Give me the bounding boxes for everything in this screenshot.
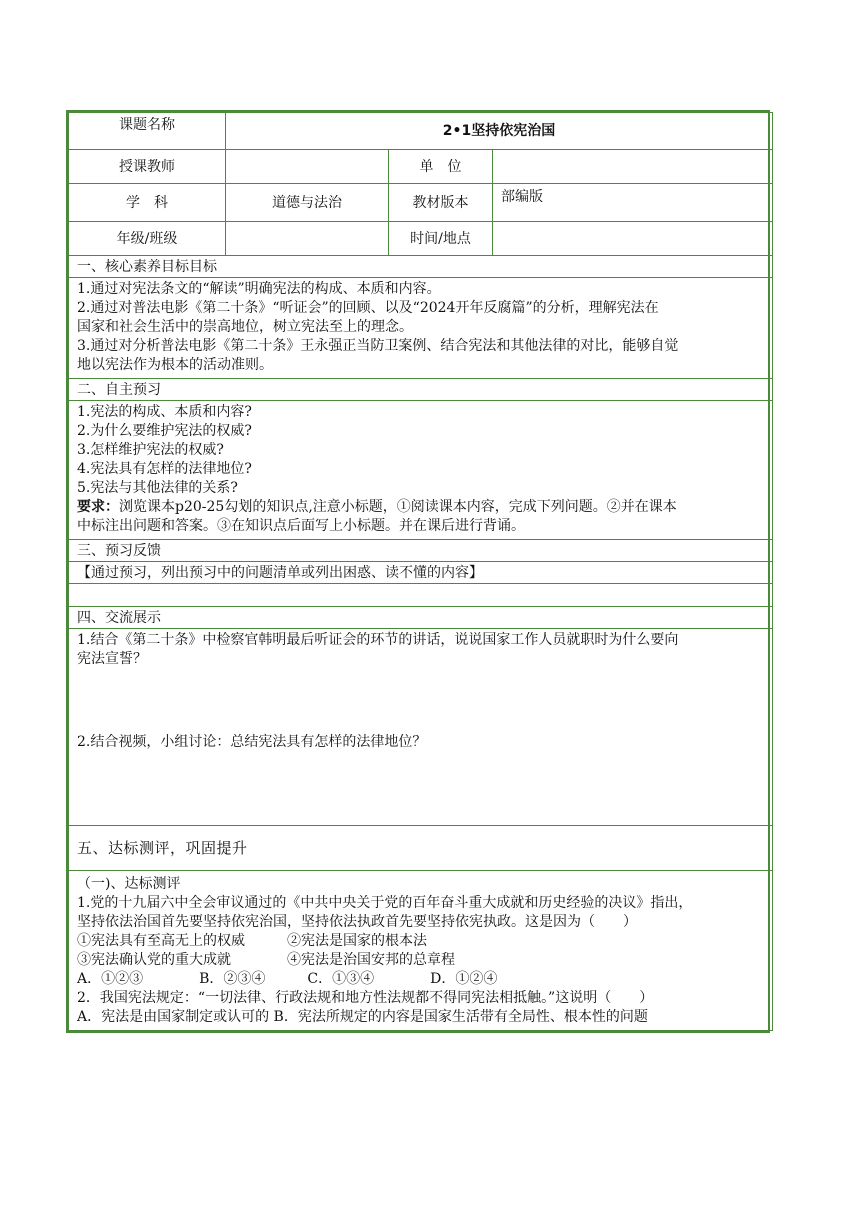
- grade-value[interactable]: [226, 222, 389, 256]
- row-grade: [69, 222, 773, 256]
- row-course: [69, 113, 773, 150]
- test-line: ③宪法确认党的重大成就 ④宪法是治国安邦的总章程: [77, 952, 455, 968]
- section4-title: 四、交流展示: [69, 607, 773, 629]
- section1-title: 一、核心素养目标目标: [69, 256, 773, 278]
- course-title: 2•1坚持依宪治国: [226, 113, 773, 150]
- answer-space-1[interactable]: [77, 669, 764, 733]
- time-label: 时间/地点: [389, 222, 493, 256]
- section5-body: [69, 871, 773, 1031]
- requirement-label: 要求：: [77, 499, 119, 515]
- row-teacher: [69, 150, 773, 184]
- objective-line: 国家和社会生活中的崇高地位，树立宪法至上的理念。: [77, 319, 413, 335]
- test-line: A．①②③ B．②③④ C．①③④ D．①②④: [77, 971, 498, 987]
- course-label: 课题名称: [69, 113, 226, 150]
- section3-note: 【通过预习，列出预习中的问题清单或列出困惑、读不懂的内容】: [69, 562, 773, 584]
- discussion-question-1: 1.结合《第二十条》中检察官韩明最后听证会的环节的讲话，说说国家工作人员就职时为什么要向: [77, 632, 679, 648]
- time-value[interactable]: [493, 222, 773, 256]
- section2-body: [69, 401, 773, 540]
- row-subject: [69, 184, 773, 222]
- objective-line: 3.通过对分析普法电影《第二十条》王永强正当防卫案例、结合宪法和其他法律的对比，能够自觉: [77, 338, 679, 354]
- teacher-label: 授课教师: [69, 150, 226, 184]
- section1-body: [69, 278, 773, 379]
- test-subtitle: （一)、达标测评: [77, 876, 181, 892]
- objective-line: 1.通过对宪法条文的“解读”明确宪法的构成、本质和内容。: [77, 281, 441, 297]
- section4-body: [69, 629, 773, 826]
- section3-title: 三、预习反馈: [69, 540, 773, 562]
- preview-question: 1.宪法的构成、本质和内容?: [77, 404, 252, 420]
- subject-label: 学 科: [69, 184, 226, 222]
- preview-question: 5.宪法与其他法律的关系?: [77, 480, 238, 496]
- test-line: 坚持依法治国首先要坚持依宪治国，坚持依法执政首先要坚持依宪执政。这是因为（ ）: [77, 914, 637, 930]
- section2-title: 二、自主预习: [69, 379, 773, 401]
- test-line: ①宪法具有至高无上的权威 ②宪法是国家的根本法: [77, 933, 427, 949]
- teacher-value[interactable]: [226, 150, 389, 184]
- textbook-value: 部编版: [493, 184, 773, 222]
- answer-space-2[interactable]: [77, 752, 764, 822]
- test-line: 2．我国宪法规定：“一切法律、行政法规和地方性法规都不得同宪法相抵触。”这说明（ ）: [77, 990, 654, 1006]
- preview-question: 4.宪法具有怎样的法律地位?: [77, 461, 252, 477]
- preview-question: 2.为什么要维护宪法的权威?: [77, 423, 252, 439]
- lesson-plan-table: [66, 110, 770, 1033]
- discussion-question-1-cont: 宪法宣誓？: [77, 651, 147, 667]
- unit-label: 单 位: [389, 150, 493, 184]
- objective-line: 2.通过对普法电影《第二十条》“听证会”的回顾、以及“2024开年反腐篇”的分析，理解宪法在: [77, 300, 659, 316]
- requirement-line: [77, 498, 764, 517]
- test-line: A．宪法是由国家制定或认可的 B．宪法所规定的内容是国家生活带有全局性、根本性的问题: [77, 1009, 648, 1025]
- feedback-blank[interactable]: [69, 584, 773, 607]
- objective-line: 地以宪法作为根本的活动准则。: [77, 357, 273, 373]
- requirement-text: 浏览课本p20-25勾划的知识点,注意小标题，①阅读课本内容，完成下列问题。②并在课本: [119, 499, 677, 515]
- test-line: 1.党的十九届六中全会审议通过的《中共中央关于党的百年奋斗重大成就和历史经验的决议》指出，: [77, 895, 693, 911]
- preview-question: 3.怎样维护宪法的权威?: [77, 442, 224, 458]
- requirement-line-2: 中标注出问题和答案。③在知识点后面写上小标题。并在课后进行背诵。: [77, 518, 525, 534]
- textbook-label: 教材版本: [389, 184, 493, 222]
- subject-value: 道德与法治: [226, 184, 389, 222]
- discussion-question-2: 2.结合视频，小组讨论：总结宪法具有怎样的法律地位？: [77, 734, 427, 750]
- unit-value[interactable]: [493, 150, 773, 184]
- grade-label: 年级/班级: [69, 222, 226, 256]
- section5-title: 五、达标测评，巩固提升: [69, 826, 773, 871]
